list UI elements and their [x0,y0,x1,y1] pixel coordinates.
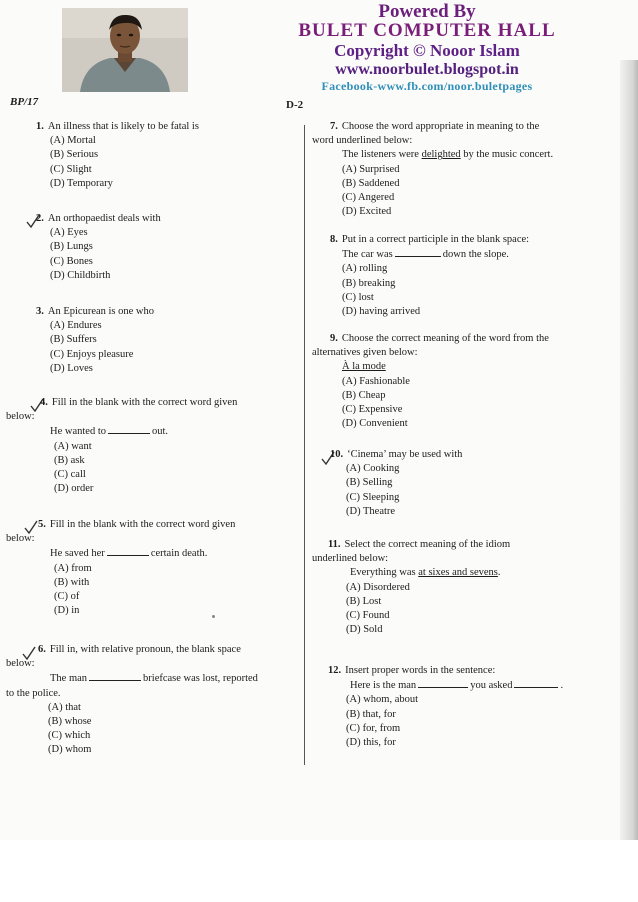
question-text: An orthopaedist deals with [47,213,161,224]
option-a: (A) Eyes [50,227,88,239]
question-text: Choose the correct meaning of the word from the [341,333,549,344]
question-sentence-cont: to the police. [6,687,61,699]
banner-hall-name: BULET COMPUTER HALL [298,20,556,41]
option-d: (D) Excited [342,206,392,218]
question-number: 11. [328,539,341,550]
option-d: (D) Loves [50,362,93,374]
option-c: (C) Slight [50,163,92,175]
question-number: 5. [38,519,46,530]
question-text: Choose the word appropriate in meaning to the [341,121,540,132]
question-number: 8. [330,234,338,245]
option-c: (C) Angered [342,192,395,204]
paper-set: D-2 [286,99,304,111]
option-c: (C) Found [346,610,390,622]
option-c: (C) Bones [50,255,93,267]
question-number: 3. [36,306,44,317]
question-number: 12. [328,665,342,676]
answer-blank [107,546,149,556]
option-b: (B) with [54,576,90,588]
option-d: (D) order [54,483,94,495]
banner-facebook: Facebook-www.fb.com/noor.buletpages [321,79,533,93]
question-number: 10. [330,449,344,460]
question-1 [36,120,199,191]
option-b: (B) Lost [346,595,382,607]
question-8 [312,233,529,319]
question-text: Put in a correct participle in the blank space: [341,234,530,245]
option-b: (B) Saddened [342,177,400,189]
question-4 [6,396,237,496]
option-a: (A) Disordered [346,581,410,593]
question-11 [312,538,510,637]
question-text-cont: below: [6,658,35,670]
question-sentence: The man briefcase was lost, reported [50,673,258,685]
option-a: (A) that [48,701,81,713]
option-b: (B) that, for [346,708,396,720]
option-b: (B) Lungs [50,241,93,253]
question-text-cont: alternatives given below: [312,347,418,359]
option-a: (A) rolling [342,263,388,275]
option-a: (A) Fashionable [342,375,410,387]
question-sentence: He saved her certain death. [50,548,208,560]
option-d: (D) Childbirth [50,269,111,281]
underlined-word: delighted [421,149,461,161]
page-bottom-margin [0,840,638,902]
paper-code: BP/17 [10,96,39,108]
option-b: (B) Serious [50,149,99,161]
question-number: 2. [36,213,44,224]
question-text-cont: below: [6,411,35,423]
page-edge-shadow [620,60,638,840]
answer-blank-2 [514,678,558,688]
question-text: Select the correct meaning of the idiom [344,539,511,550]
question-text-cont: below: [6,533,35,545]
option-b: (B) Selling [346,477,393,489]
option-c: (C) which [48,730,91,742]
answer-blank [89,671,141,681]
column-divider [304,125,305,765]
question-text: An illness that is likely to be fatal is [47,121,199,132]
question-text: Fill in, with relative pronoun, the blank space [49,644,241,655]
question-number: 7. [330,121,338,132]
question-9 [312,332,549,431]
question-text: An Epicurean is one who [47,306,155,317]
option-d: (D) Temporary [50,177,113,189]
option-c: (C) lost [342,291,374,303]
question-number: 9. [330,333,338,344]
option-a: (A) Mortal [50,135,96,147]
option-c: (C) call [54,469,86,481]
question-2 [36,212,161,283]
option-a: (A) from [54,562,92,574]
question-10 [312,448,462,519]
question-3 [36,305,154,376]
option-d: (D) Convenient [342,418,408,430]
option-b: (B) whose [48,716,92,728]
option-b: (B) breaking [342,277,396,289]
question-text: Insert proper words in the sentence: [345,665,496,676]
question-phrase: À la mode [342,361,386,373]
question-number: 1. [36,121,44,132]
question-text: Fill in the blank with the correct word given [49,519,236,530]
option-c: (C) Sleeping [346,491,400,503]
question-text-cont: word underlined below: [312,135,413,147]
option-d: (D) whom [48,744,92,756]
banner-copyright: Copyright © Nooor Islam [334,41,520,60]
question-7 [312,120,553,219]
question-6 [6,643,258,758]
question-number: 6. [38,644,46,655]
option-c: (C) of [54,591,80,603]
answer-blank [108,424,150,434]
answer-blank [395,247,441,257]
watermark-banner [222,0,632,93]
option-c: (C) Expensive [342,404,403,416]
question-sentence: Everything was at sixes and sevens. [350,567,501,579]
option-a: (A) Cooking [346,463,400,475]
question-text: Fill in the blank with the correct word given [51,397,238,408]
banner-powered-by: Powered By [378,1,476,22]
option-c: (C) Enjoys pleasure [50,348,134,360]
option-c: (C) for, from [346,722,401,734]
question-text: ‘Cinema’ may be used with [347,449,463,460]
option-a: (A) Endures [50,320,102,332]
question-sentence: The listeners were delighted by the music concert. [342,149,554,161]
question-5 [6,518,235,618]
question-sentence: The car was down the slope. [342,249,509,261]
option-d: (D) in [54,605,80,617]
question-12 [312,664,563,750]
option-d: (D) Sold [346,624,383,636]
question-sentence: He wanted to out. [50,426,169,438]
banner-website: www.noorbulet.blogspot.in [335,61,519,78]
speck [212,615,215,618]
option-d: (D) Theatre [346,505,396,517]
question-sentence: Here is the man you asked . [350,680,564,692]
answer-blank-1 [418,678,468,688]
underlined-idiom: at sixes and sevens [418,567,498,579]
option-d: (D) having arrived [342,306,421,318]
option-a: (A) Surprised [342,163,400,175]
question-text-cont: underlined below: [312,553,389,565]
option-b: (B) Suffers [50,334,97,346]
option-d: (D) this, for [346,737,396,749]
option-b: (B) Cheap [342,389,386,401]
option-b: (B) ask [54,454,85,466]
option-a: (A) want [54,440,92,452]
author-photo [62,8,188,92]
question-number: 4. [40,397,48,408]
option-a: (A) whom, about [346,694,419,706]
